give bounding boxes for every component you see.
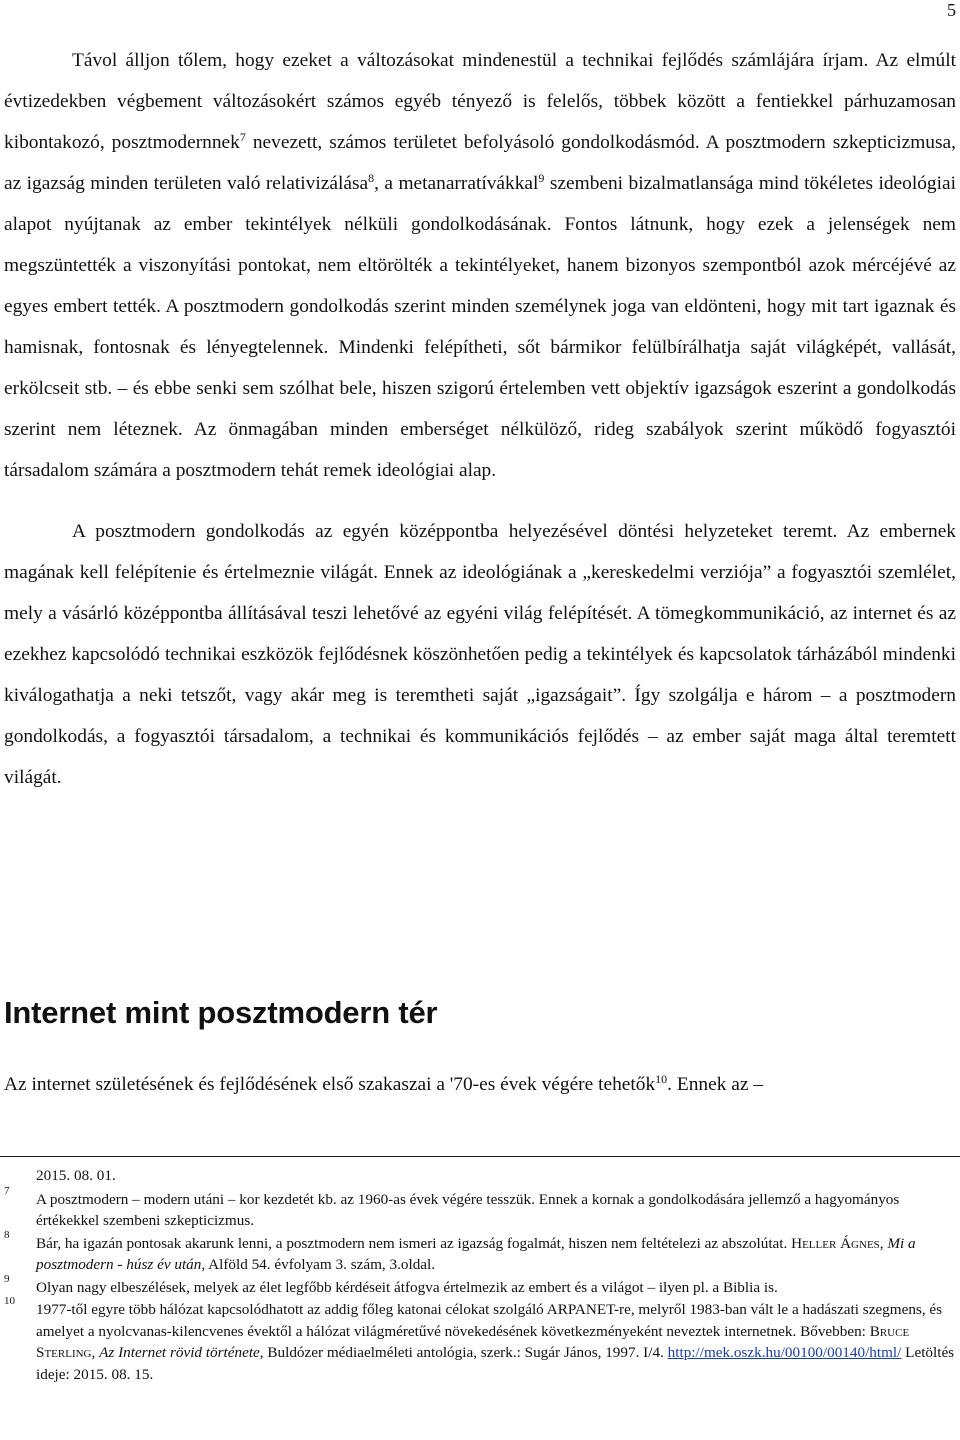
footnote-text: A posztmodern – modern utáni – kor kezdetét kb. az 1960-as évek végére tesszük. Ennek a kornak a gondolkodására jellemző a hagyományos értékekkel szembeni szkepticizmus. (36, 1190, 900, 1229)
paragraph-gap (4, 491, 956, 511)
footnote-author: Bruce Sterling (36, 1322, 910, 1361)
footnote-number: 8 (4, 1228, 10, 1241)
footnote-title: Az Internet rövid története (99, 1344, 260, 1361)
footnote-author: Heller Ágnes (791, 1234, 880, 1252)
footnote-number: 10 (4, 1295, 15, 1307)
footnote-text: , Buldózer médiaelméleti antológia, szerk.: Sugár János, 1997. I/4. (259, 1344, 668, 1361)
footnote-number: 9 (4, 1272, 10, 1285)
footnote-ref-9[interactable]: 9 (538, 171, 545, 185)
footnote-text: Bár, ha igazán pontosak akarunk lenni, a posztmodern nem ismeri az igazság fogalmát, hiszen nem feltételezi az abszolútat. (36, 1234, 792, 1252)
footnote-text: , Alföld 54. évfolyam 3. szám, 3.oldal. (201, 1256, 436, 1273)
footnote-carry-over: 2015. 08. 01. (36, 1167, 116, 1184)
paragraph-1-part-b: nevezett, számos területet befolyásoló gondolkodásmód. A posztmodern szkepticizmusa, az igazság minden területen való relativizálása (4, 132, 957, 194)
paragraph-1-part-c: , a metanarratívákkal (374, 173, 539, 194)
paragraph-1-part-d: szembeni bizalmatlansága mind tökéletes ideológiai alapot nyújtanak az ember tekintélyek nélküli gondolkodásának. Fontos látnunk, hogy ezek a jelenségek nem megszüntették a viszonyítási pontokat, nem eltörölték a tekintélyeket, hanem bizonyos szempontból azok mércéjévé az egyes embert tették. A posztmodern gondolkodás szerint minden személynek joga van eldönteni, hogy mit tart igaznak és hamisnak, fontosnak és lényegtelennek. Mindenki felépítheti, sőt bármikor felülbírálhatja saját világképét, vallását, erkölcseit stb. – és ebbe senki sem szólhat bele, hiszen szigorú értelemben vett objektív igazságok eszerint a gondolkodás szerint nem léteznek. Az önmagában minden emberséget nélkülöző, rideg szabályok szerint működő fogyasztói társadalom számára a posztmodern tehát remek ideológiai alap. (4, 173, 956, 481)
footnote-text: 1977-től egyre több hálózat kapcsolódhatott az addig főleg katonai célokat szolgáló ARPANET-re, melyről 1983-ban vált le a hadászati szegmens, és amelyet a nyolcvanas-kilencvenes évektől a hálózat világméretűvé növekedésének következményeként neveztek internetnek. Bővebben: (36, 1301, 943, 1340)
section-paragraph-part-b: . Ennek az – (667, 1074, 764, 1095)
footnote-8 (4, 1228, 956, 1276)
footnote-ref-10[interactable]: 10 (655, 1072, 668, 1086)
section-heading: Internet mint posztmodern tér (4, 995, 438, 1030)
body-text (4, 40, 956, 798)
footnote-ref-7[interactable]: 7 (239, 130, 246, 144)
footnote-ref-8[interactable]: 8 (368, 171, 375, 185)
paragraph-2: A posztmodern gondolkodás az egyén középpontba helyezésével döntési helyzeteket teremt. Az embernek magának kell felépítenie és értelmeznie világát. Ennek az ideológiának a „kereskedelmi verziója” a fogyasztói szemlélet, mely a vásárló középpontba állításával teszi lehetővé az egyéni világ felépítését. A tömegkommunikáció, az internet és az ezekhez kapcsolódó technikai eszközök fejlődésnek köszönhetően pedig a tekintélyek és kapcsolatok tárházából mindenki kiválogathatja a neki tetszőt, vagy akár meg is teremtheti saját „igazságait”. Így szolgálja e három – a posztmodern gondolkodás, a fogyasztói társadalom, a technikai és kommunikációs fejlődés – az ember saját maga által teremtett világát. (4, 521, 956, 788)
footnotes (4, 1165, 956, 1386)
footnote-10 (4, 1295, 956, 1385)
paragraph-1-part-a: Távol álljon tőlem, hogy ezeket a változásokat mindenestül a technikai fejlődés számlájára írjam. Az elmúlt évtizedekben végbement változásokért számos egyéb tényező is felelős, többek között a fentiekkel párhuzamosan kibontakozó, posztmodernnek (4, 50, 956, 153)
footnote-separator (0, 1156, 960, 1157)
footnote-text: , (91, 1344, 100, 1361)
footnote-title: Mi a posztmodern - húsz év után (36, 1234, 916, 1273)
footnote-7 (4, 1184, 956, 1232)
footnote-text: Olyan nagy elbeszélések, melyek az élet legfőbb kérdéseit átfogva értelmezik az embert és a világot – ilyen pl. a Biblia is. (36, 1278, 778, 1296)
footnote-number: 7 (4, 1184, 10, 1197)
footnote-9 (4, 1272, 956, 1299)
page-number: 5 (947, 0, 956, 20)
footnote-text: , (879, 1234, 888, 1252)
section-paragraph (4, 1064, 956, 1105)
section-paragraph-part-a: Az internet születésének és fejlődésének első szakaszai a '70-es évek végére tehetők (4, 1074, 656, 1095)
footnote-text: Letöltés ideje: 2015. 08. 15. (36, 1344, 955, 1383)
paragraph-1 (4, 40, 956, 491)
footnote-link[interactable]: http://mek.oszk.hu/00100/00140/html/ (667, 1344, 902, 1361)
